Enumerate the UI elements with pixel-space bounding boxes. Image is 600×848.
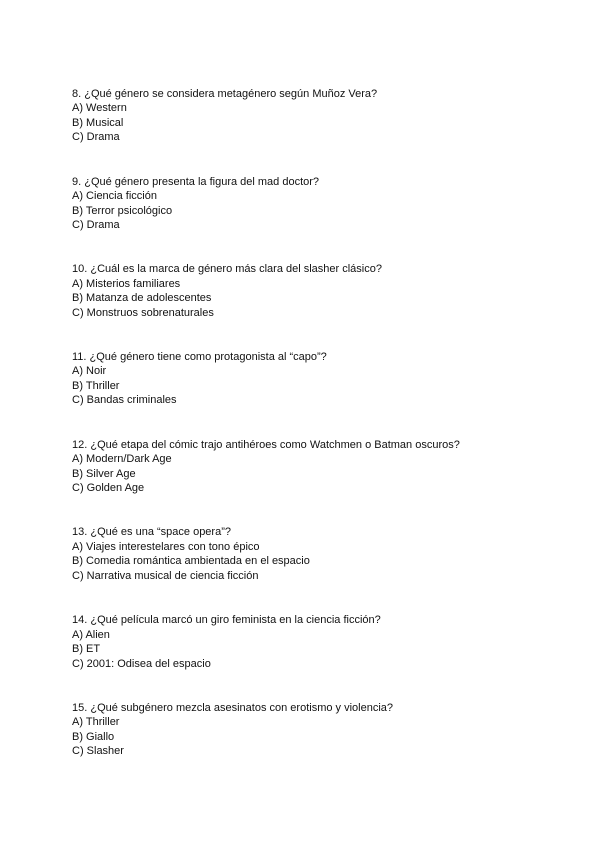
question-text: 11. ¿Qué género tiene como protagonista al “capo”? bbox=[72, 350, 327, 363]
option-a: A) Noir bbox=[72, 365, 107, 378]
option-c: C) Bandas criminales bbox=[72, 394, 177, 407]
option-b: B) Musical bbox=[72, 116, 124, 129]
question-13 bbox=[72, 525, 572, 583]
option-b: B) Giallo bbox=[72, 730, 115, 743]
question-text: 14. ¿Qué película marcó un giro feminista en la ciencia ficción? bbox=[72, 614, 381, 626]
option-c: C) Narrativa musical de ciencia ficción bbox=[72, 569, 259, 582]
option-a: A) Ciencia ficción bbox=[72, 190, 157, 203]
option-a: A) Modern/Dark Age bbox=[72, 453, 172, 466]
option-c: C) Drama bbox=[72, 131, 120, 144]
option-c: C) Drama bbox=[72, 219, 120, 232]
option-c: C) Monstruos sobrenaturales bbox=[72, 306, 214, 319]
question-text: 10. ¿Cuál es la marca de género más clara del slasher clásico? bbox=[72, 263, 382, 275]
option-b: B) Silver Age bbox=[72, 467, 136, 480]
question-12 bbox=[72, 438, 572, 496]
question-text: 12. ¿Qué etapa del cómic trajo antihéroes como Watchmen o Batman oscuros? bbox=[72, 438, 460, 451]
question-text: 13. ¿Qué es una “space opera”? bbox=[72, 526, 231, 538]
option-b: B) ET bbox=[72, 643, 101, 656]
option-b: B) Terror psicológico bbox=[72, 204, 173, 217]
question-8 bbox=[72, 87, 572, 145]
option-a: A) Alien bbox=[72, 628, 110, 641]
option-a: A) Western bbox=[72, 102, 127, 115]
option-b: B) Comedia romántica ambientada en el espacio bbox=[72, 555, 310, 568]
question-text: 9. ¿Qué género presenta la figura del mad doctor? bbox=[72, 175, 320, 188]
question-text: 15. ¿Qué subgénero mezcla asesinatos con erotismo y violencia? bbox=[72, 701, 394, 714]
option-c: C) Golden Age bbox=[72, 482, 145, 495]
option-b: B) Matanza de adolescentes bbox=[72, 292, 212, 305]
question-14 bbox=[72, 613, 572, 671]
question-9 bbox=[72, 175, 572, 233]
option-a: A) Misterios familiares bbox=[72, 277, 181, 290]
question-10 bbox=[72, 262, 572, 320]
question-11 bbox=[72, 350, 572, 408]
option-b: B) Thriller bbox=[72, 379, 120, 392]
option-c: C) Slasher bbox=[72, 745, 124, 758]
option-a: A) Thriller bbox=[72, 716, 120, 729]
option-c: C) 2001: Odisea del espacio bbox=[72, 657, 211, 670]
option-a: A) Viajes interestelares con tono épico bbox=[72, 540, 260, 553]
question-15 bbox=[72, 701, 572, 759]
question-text: 8. ¿Qué género se considera metagénero según Muñoz Vera? bbox=[72, 87, 378, 100]
